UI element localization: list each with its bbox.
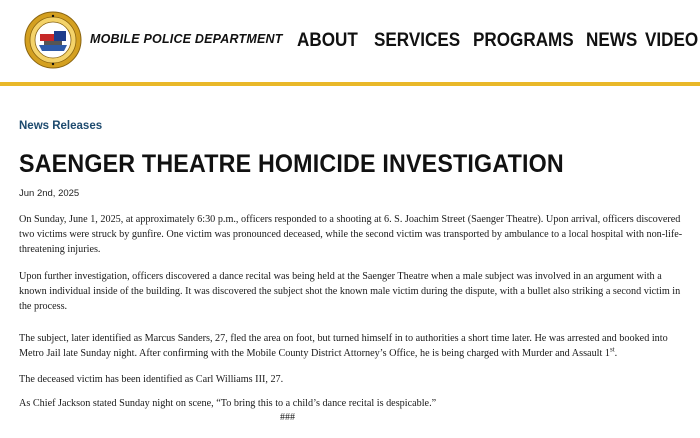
article-paragraph: The deceased victim has been identified as Carl Williams III, 27. [19,374,284,385]
nav-services[interactable]: SERVICES [374,30,461,51]
article-paragraph: Upon further investigation, officers discovered a dance recital was being held at the Saenger Theatre when a male subject was involved in an argument with a known individual inside of the building. It was discovered the subject shot the known male victim during the dispute, with a bullet also striking a second victim in the process. [19,271,681,312]
ordinal-suffix: st [609,345,615,354]
nav-video[interactable]: VIDEO [645,30,699,51]
publish-date: Jun 2nd, 2025 [19,188,80,199]
nav-about[interactable]: ABOUT [297,30,358,51]
article-paragraph [19,331,691,361]
article-paragraph: As Chief Jackson stated Sunday night on scene, “To bring this to a child’s dance recital is despicable.” [19,398,437,409]
section-label[interactable]: News Releases [19,120,103,132]
article-paragraph: On Sunday, June 1, 2025, at approximately 6:30 p.m., officers responded to a shooting at 6. S. Joachim Street (Saenger Theatre). Upon arrival, officers discovered two victims were struck by gunfire. One victim was pronounced deceased, while the second victim was transported by ambulance to a local hospital with non-life-threatening injuries. [19,214,683,255]
end-mark: ### [280,412,295,423]
nav-programs[interactable]: PROGRAMS [473,30,574,51]
paragraph-end: . [614,348,618,359]
department-name[interactable]: MOBILE POLICE DEPARTMENT [90,32,283,46]
police-badge-logo[interactable] [24,11,82,69]
paragraph-text: The subject, later identified as Marcus Sanders, 27, fled the area on foot, but turned himself in to authorities a short time later. He was arrested and booked into Metro Jail late Sunday night. After confirming with the Mobile County District Attorney’s Office, he is being charged with Murder and Assault 1 [19,333,668,359]
nav-news[interactable]: NEWS [586,30,638,51]
page-title: SAENGER THEATRE HOMICIDE INVESTIGATION [19,150,564,178]
site-header [0,0,700,86]
